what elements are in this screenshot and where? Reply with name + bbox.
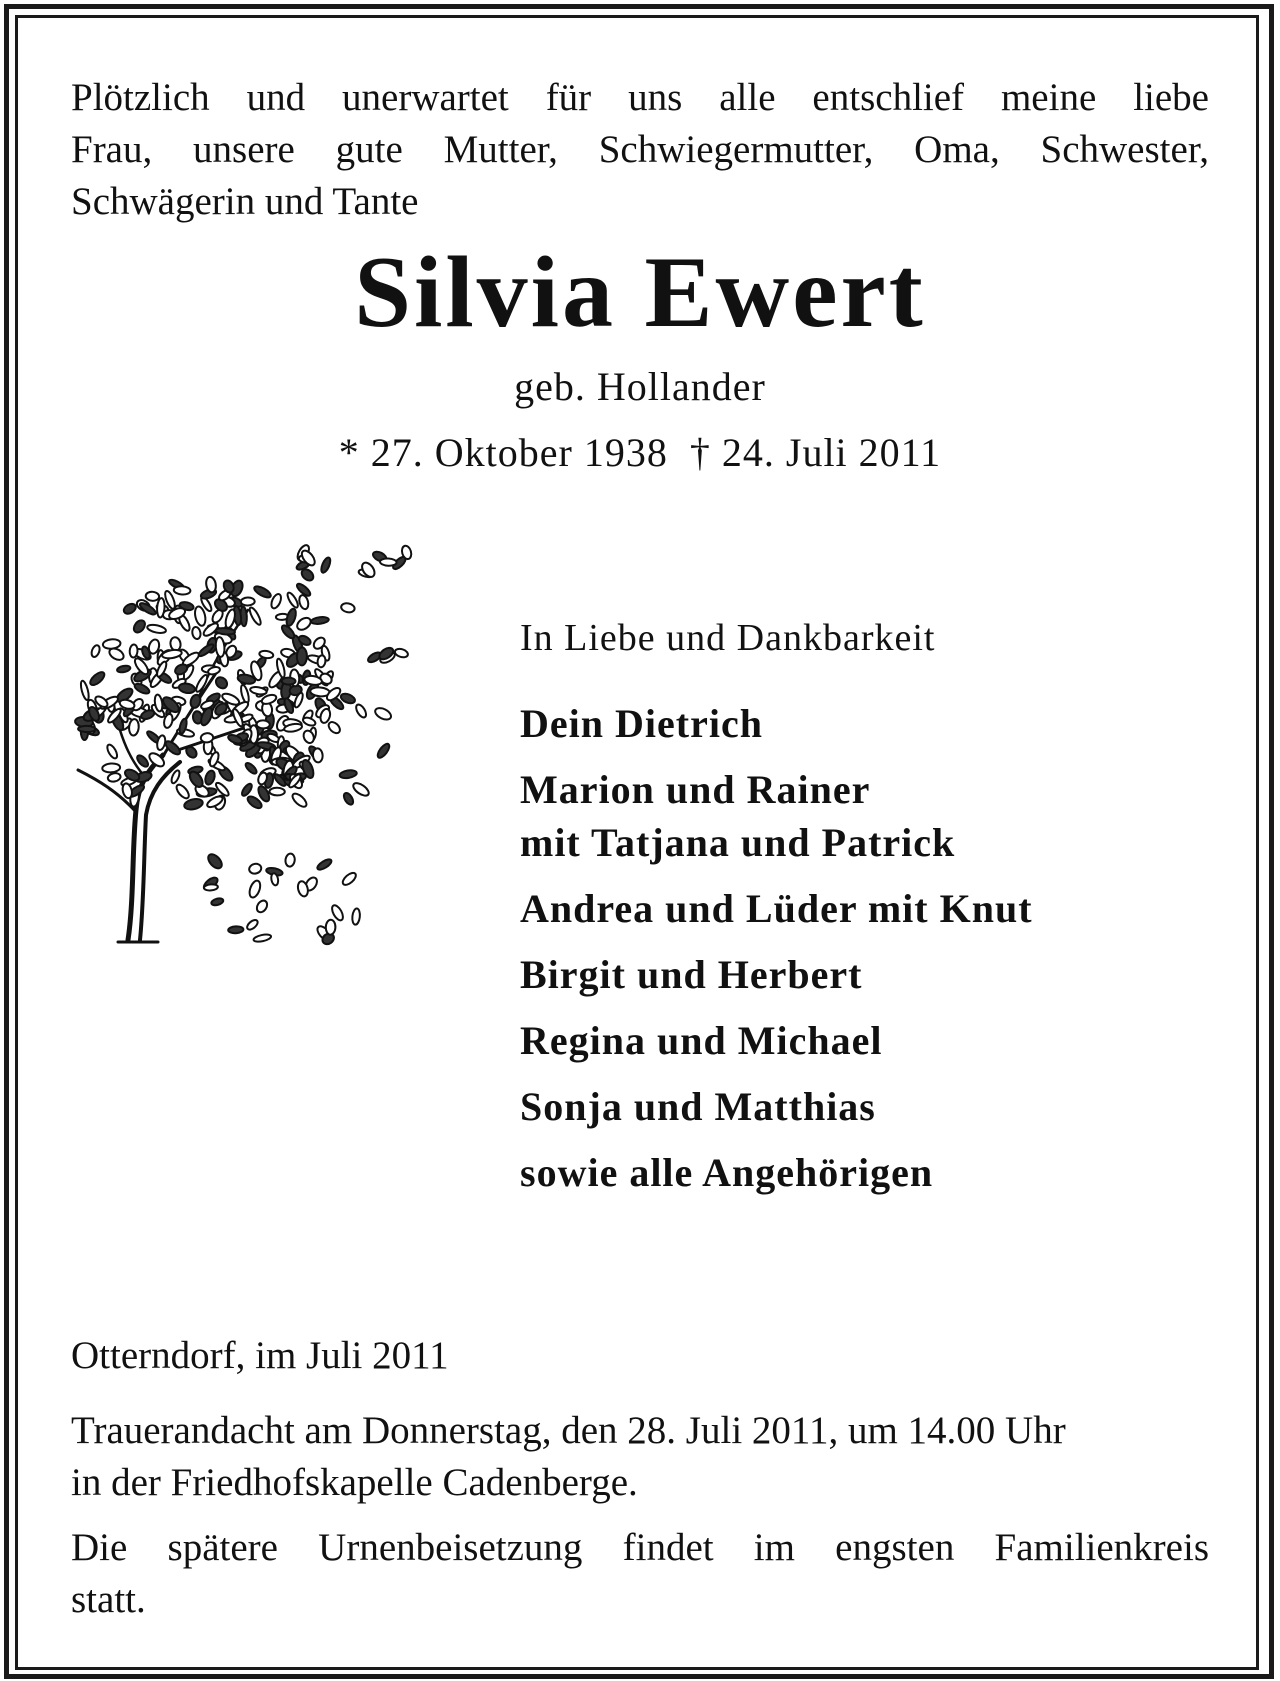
leaf-mark — [102, 763, 120, 773]
leaf-mark — [290, 791, 308, 809]
leaf-mark — [79, 680, 90, 701]
leaf-mark — [316, 857, 333, 871]
leaf-mark — [117, 665, 131, 674]
leaf-mark — [282, 677, 296, 684]
burial-line: Die spätere Urnenbeisetzung findet im engsten Familienkreis — [71, 1526, 1209, 1569]
leaf-mark — [248, 879, 263, 899]
leaf-mark — [133, 682, 151, 696]
mourner-entry — [520, 948, 1240, 1001]
mourner-name: Birgit und Herbert — [520, 952, 863, 997]
leaf-mark — [145, 591, 159, 601]
leaf-mark — [248, 606, 263, 626]
windblown-tree-icon — [58, 530, 428, 950]
mourners-list — [520, 697, 1240, 1212]
mourner-name: Sonja und Matthias — [520, 1084, 876, 1129]
leaf-mark — [215, 627, 235, 635]
leaf-mark — [320, 556, 333, 574]
mourner-name: Andrea und Lüder mit Knut — [520, 886, 1033, 931]
mourner-entry — [520, 1080, 1240, 1133]
deceased-name: Silvia Ewert — [354, 236, 926, 349]
leaf-mark — [326, 920, 336, 935]
leaf-mark — [122, 602, 137, 616]
leaf-mark — [297, 647, 307, 665]
leaf-mark — [107, 772, 121, 783]
leaf-mark — [228, 926, 244, 934]
leaf-mark — [214, 675, 230, 691]
mourner-name: Marion und Rainer — [520, 767, 871, 812]
leaf-mark — [206, 852, 225, 871]
leaf-mark — [245, 918, 259, 931]
leaf-mark — [244, 761, 258, 775]
leaf-mark — [317, 655, 326, 668]
leaf-mark — [211, 897, 224, 906]
leaf-mark — [241, 597, 255, 605]
leaf-mark — [341, 871, 358, 887]
leaf-mark — [88, 670, 106, 687]
leaf-mark — [183, 797, 204, 811]
leaf-mark — [285, 608, 298, 627]
leaf-mark — [191, 626, 201, 639]
mourner-name: Regina und Michael — [520, 1018, 883, 1063]
leaf-mark — [105, 743, 119, 760]
leaf-mark — [204, 884, 218, 891]
leaf-mark — [200, 733, 213, 743]
leaf-mark — [156, 598, 165, 618]
leaf-mark — [132, 618, 148, 634]
leaf-mark — [354, 703, 368, 719]
leaf-mark — [312, 748, 323, 763]
leaf-mark — [204, 769, 217, 785]
burial-line: statt. — [71, 1578, 146, 1621]
leaf-mark — [239, 684, 250, 704]
mourner-entry — [520, 882, 1240, 935]
leaf-mark — [129, 644, 138, 658]
leaf-mark — [256, 720, 269, 728]
mourner-entry — [520, 1014, 1240, 1067]
intro-line: Plötzlich und unerwartet für uns alle entschlief meine liebe — [71, 76, 1209, 119]
leaf-mark — [162, 649, 183, 660]
leaf-mark — [286, 591, 300, 609]
burial-notice — [71, 1522, 1209, 1626]
leaf-mark — [311, 616, 329, 625]
leaf-mark — [340, 602, 355, 613]
maiden-name: geb. Hollander — [514, 364, 766, 409]
leaf-mark — [269, 788, 285, 796]
intro-line: Frau, unsere gute Mutter, Schwiegermutter, Oma, Schwester, — [71, 128, 1209, 171]
leaf-mark — [78, 726, 95, 732]
leaf-mark — [376, 742, 392, 760]
leaf-mark — [351, 781, 371, 798]
leaf-mark — [373, 706, 392, 722]
leaf-mark — [280, 623, 296, 640]
service-line: in der Friedhofskapelle Cadenberge. — [71, 1461, 638, 1504]
leaf-mark — [253, 584, 273, 599]
leaf-mark — [102, 638, 120, 649]
leaf-mark — [240, 782, 253, 797]
leaf-mark — [178, 682, 196, 694]
leaf-mark — [224, 608, 237, 628]
leaf-mark — [339, 769, 357, 779]
mourner-entry — [520, 763, 1240, 869]
leaf-mark — [253, 933, 272, 943]
leaf-mark — [174, 783, 191, 801]
place-and-date: Otterndorf, im Juli 2011 — [71, 1334, 449, 1377]
mourner-entry — [520, 1146, 1240, 1199]
mourner-name-cont: mit Tatjana und Patrick — [520, 820, 956, 865]
leaf-mark — [380, 558, 397, 566]
leaf-mark — [255, 899, 269, 914]
leaf-mark — [90, 644, 101, 658]
leaf-mark — [128, 719, 139, 736]
leaf-mark — [342, 791, 355, 806]
leaf-mark — [189, 694, 202, 710]
intro-line: Schwägerin und Tante — [71, 180, 419, 223]
intro-text — [71, 72, 1209, 228]
leaf-mark — [352, 908, 361, 925]
mourner-name: Dein Dietrich — [520, 701, 763, 746]
leaf-mark — [295, 615, 313, 632]
leaf-mark — [285, 853, 296, 867]
life-dates: * 27. Oktober 1938 † 24. Juli 2011 — [338, 430, 942, 475]
mourner-name: sowie alle Angehörigen — [520, 1150, 934, 1195]
leaf-mark — [302, 716, 317, 727]
leaf-mark — [147, 623, 167, 634]
leaf-mark — [174, 586, 191, 595]
thanks-intro: In Liebe und Dankbarkeit — [520, 617, 936, 659]
service-notice — [71, 1405, 1209, 1509]
leaf-mark — [394, 648, 409, 659]
mourner-entry — [520, 697, 1240, 750]
leaf-mark — [194, 674, 209, 694]
leaf-mark — [187, 769, 205, 789]
leaf-mark — [248, 863, 262, 875]
leaf-mark — [327, 720, 342, 735]
service-line: Trauerandacht am Donnerstag, den 28. Juli 2011, um 14.00 Uhr — [71, 1409, 1066, 1452]
